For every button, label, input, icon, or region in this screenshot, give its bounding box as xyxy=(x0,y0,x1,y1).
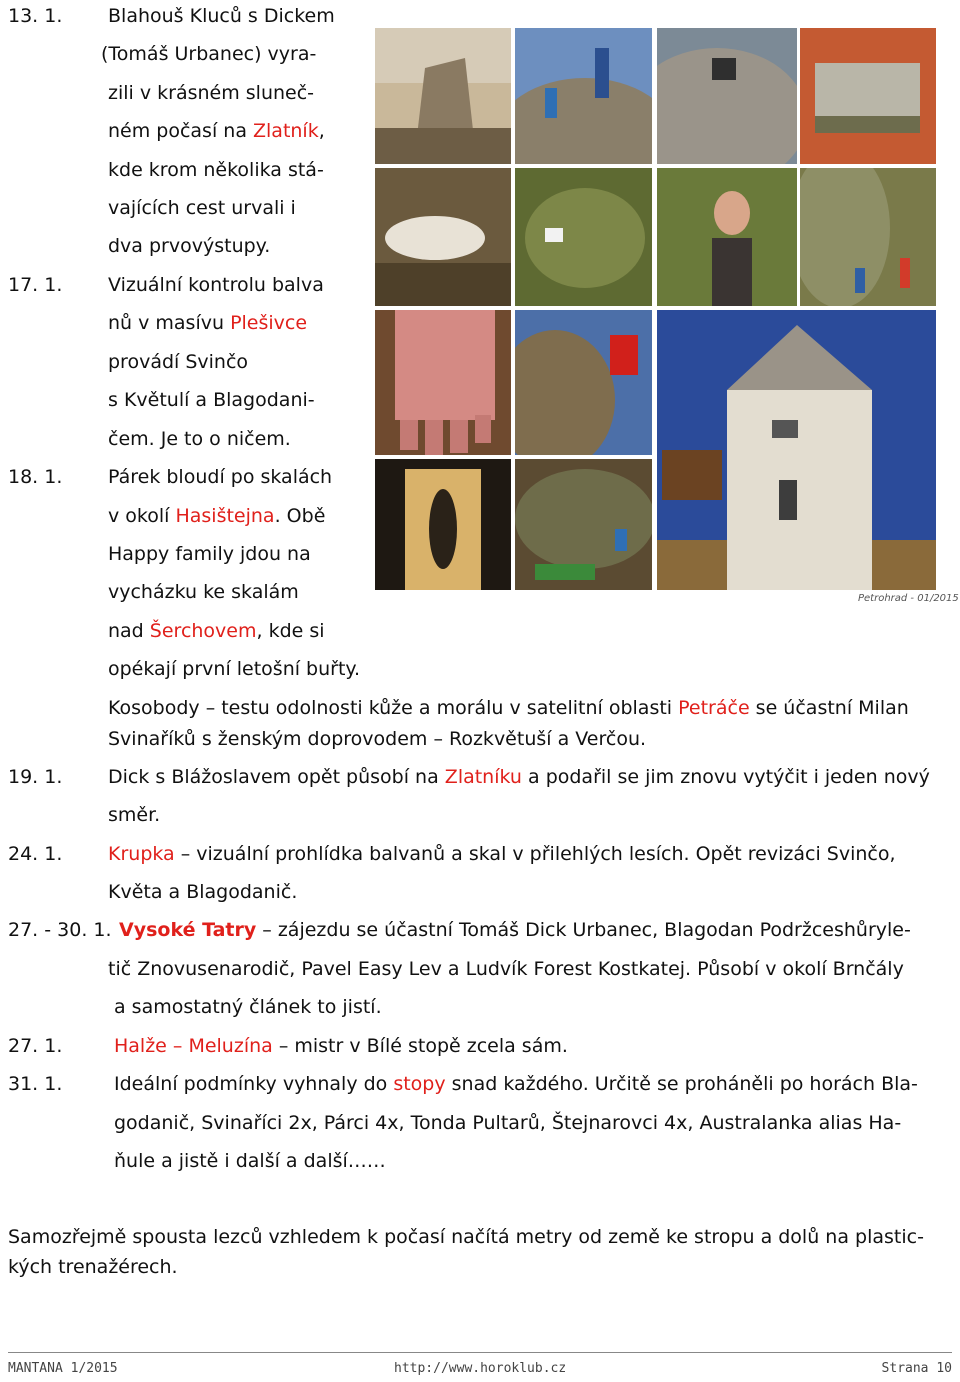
location-link: Šerchovem xyxy=(149,620,257,642)
photo-shadow xyxy=(375,459,511,590)
entry-text-line: tič Znovusenarodič, Pavel Easy Lev a Ludvík Forest Kostkatej. Působí v okolí Brnčály xyxy=(108,958,904,980)
entry-text-line: Halže – Meluzína – mistr v Bílé stopě zcela sám. xyxy=(114,1035,568,1057)
entry-text-line: směr. xyxy=(108,804,161,826)
entry-text-line: Blahouš Kluců s Dickem xyxy=(108,5,335,27)
entry-text-line: ném počasí na Zlatník, xyxy=(108,120,325,142)
entry-text-line: godanič, Svinaříci 2x, Párci 4x, Tonda Pultarů, Štejnarovci 4x, Australanka alias Ha- xyxy=(114,1112,902,1134)
footer-page-number: Strana 10 xyxy=(881,1361,952,1376)
photo-tower xyxy=(657,310,936,590)
entry-text-line: opékají první letošní buřty. xyxy=(108,658,361,680)
page-footer xyxy=(8,1352,952,1379)
location-link: stopy xyxy=(393,1073,446,1095)
entry-text-line: zili v krásném sluneč- xyxy=(108,82,315,104)
entry-text-line: provádí Svinčo xyxy=(108,351,249,373)
entry-date: 31. 1. xyxy=(8,1073,63,1095)
entry-text-line: a samostatný článek to jistí. xyxy=(114,996,382,1018)
location-link: Halže – Meluzína xyxy=(114,1035,273,1057)
photo-ruin xyxy=(375,28,511,164)
photo-mossy-rock xyxy=(515,168,652,306)
entry-text-line: Květa a Blagodanič. xyxy=(108,881,298,903)
photo-red-shirt-climber xyxy=(515,310,652,455)
location-link: Vysoké Tatry xyxy=(119,919,257,941)
entry-text-line: ňule a jistě i další a další…… xyxy=(114,1150,386,1172)
location-link: Plešivce xyxy=(230,312,308,334)
photo-caption: Petrohrad - 01/2015 xyxy=(858,593,959,604)
entry-date: 24. 1. xyxy=(8,843,63,865)
footer-url[interactable]: http://www.horoklub.cz xyxy=(394,1361,567,1376)
entry-text-line: vajících cest urvali i xyxy=(108,197,296,219)
entry-date: 27. - 30. 1. xyxy=(8,919,112,941)
footer-publication: MANTANA 1/2015 xyxy=(8,1361,118,1376)
entry-text-line: Vysoké Tatry – zájezdu se účastní Tomáš Dick Urbanec, Blagodan Podržceshůryle- xyxy=(119,919,911,941)
entry-date: 18. 1. xyxy=(8,466,63,488)
entry-text-line: (Tomáš Urbanec) vyra- xyxy=(101,43,317,65)
entry-text-line: Kosobody – testu odolnosti kůže a morálu v satelitní oblasti Petráče se účastní Milan xyxy=(108,697,909,719)
entry-text-line: Krupka – vizuální prohlídka balvanů a skal v přilehlých lesích. Opět revizáci Svinčo, xyxy=(108,843,896,865)
location-link: Zlatník xyxy=(253,120,319,142)
entry-date: 17. 1. xyxy=(8,274,63,296)
closing-paragraph-line: kých trenažérech. xyxy=(8,1256,178,1278)
photo-hand xyxy=(375,310,511,455)
location-link: Zlatníku xyxy=(444,766,522,788)
entry-text-line: čem. Je to o ničem. xyxy=(108,428,291,450)
entry-text-line: Vizuální kontrolu balva xyxy=(108,274,324,296)
entry-text-line: Párek bloudí po skalách xyxy=(108,466,333,488)
photo-climbers-boulder xyxy=(515,28,652,164)
entry-text-line: vycházku ke skalám xyxy=(108,581,299,603)
photo-kids-climbing xyxy=(800,168,936,306)
location-link: Hasištejna xyxy=(175,505,275,527)
entry-text-line: dva prvovýstupy. xyxy=(108,235,271,257)
entry-text-line: Happy family jdou na xyxy=(108,543,311,565)
location-link: Krupka xyxy=(108,843,175,865)
photo-red-arch xyxy=(800,28,936,164)
photo-climbers-green-mat xyxy=(515,459,652,590)
entry-date: 13. 1. xyxy=(8,5,63,27)
entry-text-line: v okolí Hasištejna. Obě xyxy=(108,505,326,527)
photo-girl-smiling xyxy=(657,168,797,306)
entry-date: 19. 1. xyxy=(8,766,63,788)
entry-text-line: nů v masívu Plešivce xyxy=(108,312,308,334)
closing-paragraph-line: Samozřejmě spousta lezců vzhledem k počasí načítá metry od země ke stropu a dolů na plastic- xyxy=(8,1226,924,1248)
photo-goat xyxy=(375,168,511,306)
entry-text-line: Ideální podmínky vyhnaly do stopy snad každého. Určitě se proháněli po horách Bla- xyxy=(114,1073,918,1095)
entry-date: 27. 1. xyxy=(8,1035,63,1057)
entry-text-line: kde krom několika stá- xyxy=(108,159,324,181)
entry-text-line: Svinaříků s ženským doprovodem – Rozkvětuší a Verčou. xyxy=(108,728,647,750)
entry-text-line: Dick s Blážoslavem opět působí na Zlatníku a podařil se jim znovu vytýčit i jeden nový xyxy=(108,766,930,788)
entry-text-line: s Květulí a Blagodani- xyxy=(108,389,315,411)
photo-climber-grey-boulder xyxy=(657,28,797,164)
location-link: Petráče xyxy=(678,697,750,719)
entry-text-line: nad Šerchovem, kde si xyxy=(108,620,325,642)
